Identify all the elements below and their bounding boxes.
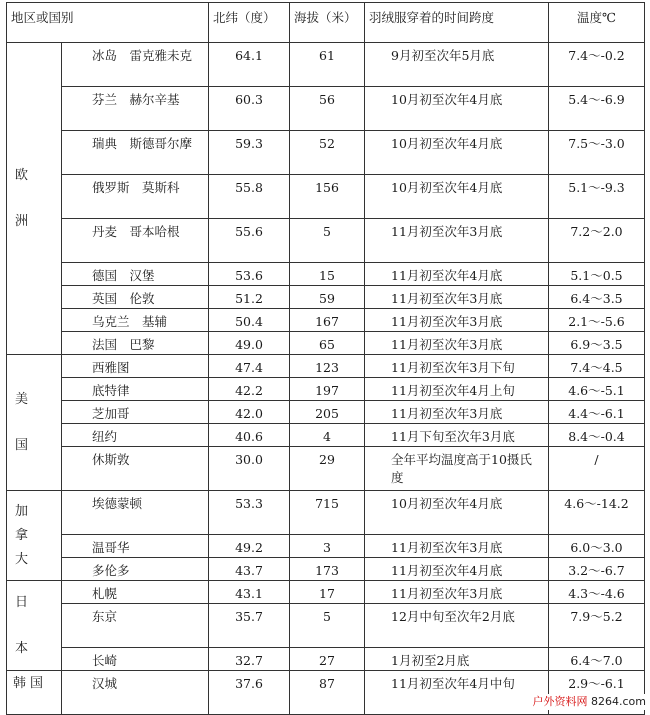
region-label: [13, 503, 61, 569]
temperature-cell: 7.4～-0.2: [549, 43, 645, 87]
latitude-cell: 42.0: [209, 401, 290, 424]
latitude-cell: 59.3: [209, 131, 290, 175]
altitude-cell: 27: [290, 648, 365, 671]
altitude-cell: 3: [290, 535, 365, 558]
temperature-cell: 4.6～-14.2: [549, 491, 645, 535]
region-label-char: 日: [15, 594, 29, 610]
period-cell: 11月初至次年3月底: [365, 581, 549, 604]
header-latitude: 北纬（度）: [209, 3, 290, 43]
altitude-cell: 4: [290, 424, 365, 447]
altitude-cell: 5: [290, 219, 365, 263]
period-cell: 1月初至2月底: [365, 648, 549, 671]
period-cell: 10月初至次年4月底: [365, 175, 549, 219]
temperature-cell: 3.2～-6.7: [549, 558, 645, 581]
city-cell: 瑞典 斯德哥尔摩: [62, 131, 209, 175]
altitude-cell: 56: [290, 87, 365, 131]
city-cell: 多伦多: [62, 558, 209, 581]
period-cell: 12月中旬至次年2月底: [365, 604, 549, 648]
region-label-char: 欧: [15, 167, 29, 183]
clothing-climate-table: [6, 2, 645, 715]
altitude-cell: 61: [290, 43, 365, 87]
city-cell: 俄罗斯 莫斯科: [62, 175, 209, 219]
city-cell: 纽约: [62, 424, 209, 447]
city-cell: 英国 伦敦: [62, 286, 209, 309]
altitude-cell: 205: [290, 401, 365, 424]
table-row: [7, 447, 645, 491]
region-label-char: 本: [15, 640, 29, 656]
city-cell: 丹麦 哥本哈根: [62, 219, 209, 263]
city-cell: 芝加哥: [62, 401, 209, 424]
watermark: [518, 694, 646, 710]
period-cell: 11月初至次年4月底: [365, 263, 549, 286]
temperature-cell: 2.1～-5.6: [549, 309, 645, 332]
period-cell: 11月初至次年4月底: [365, 558, 549, 581]
header-temperature: 温度℃: [549, 3, 645, 43]
temperature-cell: 4.4～-6.1: [549, 401, 645, 424]
altitude-cell: 65: [290, 332, 365, 355]
region-label-char: 美: [15, 391, 29, 407]
table-row: [7, 424, 645, 447]
temperature-cell: 5.1～-9.3: [549, 175, 645, 219]
temperature-cell: 7.2～2.0: [549, 219, 645, 263]
temperature-cell: /: [549, 447, 645, 491]
city-cell: 法国 巴黎: [62, 332, 209, 355]
temperature-cell: 6.4～7.0: [549, 648, 645, 671]
latitude-cell: 37.6: [209, 671, 290, 715]
latitude-cell: 64.1: [209, 43, 290, 87]
temperature-cell: 5.1～0.5: [549, 263, 645, 286]
latitude-cell: 55.8: [209, 175, 290, 219]
period-cell: 11月初至次年3月底: [365, 286, 549, 309]
city-cell: 休斯敦: [62, 447, 209, 491]
table-row: [7, 648, 645, 671]
latitude-cell: 42.2: [209, 378, 290, 401]
region-cell-japan: [7, 581, 62, 671]
temperature-cell: 2.9～-6.1: [549, 671, 645, 715]
period-cell: 10月初至次年4月底: [365, 87, 549, 131]
altitude-cell: 17: [290, 581, 365, 604]
table-row: [7, 401, 645, 424]
region-cell-korea: [7, 671, 62, 715]
period-cell: 11月初至次年3月底: [365, 309, 549, 332]
temperature-cell: 6.4～3.5: [549, 286, 645, 309]
period-cell: 10月初至次年4月底: [365, 131, 549, 175]
latitude-cell: 35.7: [209, 604, 290, 648]
table-row: [7, 355, 645, 378]
latitude-cell: 51.2: [209, 286, 290, 309]
temperature-cell: 6.0～3.0: [549, 535, 645, 558]
header-altitude: 海拔（米）: [290, 3, 365, 43]
table-row: [7, 131, 645, 175]
period-cell: 11月初至次年3月底: [365, 401, 549, 424]
header-period: 羽绒服穿着的时间跨度: [365, 3, 549, 43]
region-cell-usa: [7, 355, 62, 491]
table-row: [7, 332, 645, 355]
city-cell: 长崎: [62, 648, 209, 671]
city-cell: 德国 汉堡: [62, 263, 209, 286]
table-row: [7, 219, 645, 263]
altitude-cell: 173: [290, 558, 365, 581]
region-cell-europe: [7, 43, 62, 355]
temperature-cell: 7.5～-3.0: [549, 131, 645, 175]
region-label-char: 拿: [15, 527, 29, 543]
latitude-cell: 60.3: [209, 87, 290, 131]
table-row: [7, 581, 645, 604]
altitude-cell: 87: [290, 671, 365, 715]
region-label: [13, 167, 61, 231]
city-cell: 汉城: [62, 671, 209, 715]
city-cell: 东京: [62, 604, 209, 648]
city-cell: 底特律: [62, 378, 209, 401]
header-row: [7, 3, 645, 43]
latitude-cell: 49.2: [209, 535, 290, 558]
period-cell: 10月初至次年4月底: [365, 491, 549, 535]
temperature-cell: 7.9～5.2: [549, 604, 645, 648]
table-row: [7, 309, 645, 332]
region-label-char: 大: [15, 551, 29, 567]
altitude-cell: 29: [290, 447, 365, 491]
temperature-cell: 4.6～-5.1: [549, 378, 645, 401]
altitude-cell: 715: [290, 491, 365, 535]
region-label-text: 韩国: [13, 676, 48, 691]
table-row: [7, 558, 645, 581]
watermark-url: 8264.com: [591, 695, 646, 708]
altitude-cell: 15: [290, 263, 365, 286]
table-row: [7, 491, 645, 535]
table-row: [7, 87, 645, 131]
latitude-cell: 47.4: [209, 355, 290, 378]
latitude-cell: 30.0: [209, 447, 290, 491]
table-row: [7, 535, 645, 558]
region-label: [13, 675, 61, 693]
table-row: [7, 604, 645, 648]
latitude-cell: 43.7: [209, 558, 290, 581]
table-row: [7, 263, 645, 286]
latitude-cell: 40.6: [209, 424, 290, 447]
period-cell: 11月初至次年4月中旬: [365, 671, 549, 715]
latitude-cell: 32.7: [209, 648, 290, 671]
altitude-cell: 59: [290, 286, 365, 309]
latitude-cell: 53.6: [209, 263, 290, 286]
region-cell-canada: [7, 491, 62, 581]
city-cell: 芬兰 赫尔辛基: [62, 87, 209, 131]
period-cell: 全年平均温度高于10摄氏度: [365, 447, 549, 491]
city-cell: 温哥华: [62, 535, 209, 558]
table-row: [7, 175, 645, 219]
city-cell: 埃德蒙顿: [62, 491, 209, 535]
temperature-cell: 5.4～-6.9: [549, 87, 645, 131]
region-label-char: 加: [15, 503, 29, 519]
city-cell: 冰岛 雷克雅未克: [62, 43, 209, 87]
altitude-cell: 167: [290, 309, 365, 332]
period-cell: 11月初至次年4月上旬: [365, 378, 549, 401]
header-region: 地区或国别: [7, 3, 209, 43]
period-cell: 11月初至次年3月下旬: [365, 355, 549, 378]
latitude-cell: 49.0: [209, 332, 290, 355]
latitude-cell: 50.4: [209, 309, 290, 332]
altitude-cell: 123: [290, 355, 365, 378]
table-row: [7, 286, 645, 309]
temperature-cell: 7.4～4.5: [549, 355, 645, 378]
altitude-cell: 156: [290, 175, 365, 219]
altitude-cell: 52: [290, 131, 365, 175]
latitude-cell: 53.3: [209, 491, 290, 535]
region-label-char: 洲: [15, 213, 29, 229]
period-cell: 11月初至次年3月底: [365, 535, 549, 558]
city-cell: 乌克兰 基辅: [62, 309, 209, 332]
altitude-cell: 5: [290, 604, 365, 648]
period-cell: 11月初至次年3月底: [365, 219, 549, 263]
table-row: [7, 378, 645, 401]
latitude-cell: 43.1: [209, 581, 290, 604]
temperature-cell: 6.9～3.5: [549, 332, 645, 355]
period-cell: 9月初至次年5月底: [365, 43, 549, 87]
table-row: [7, 43, 645, 87]
city-cell: 札幌: [62, 581, 209, 604]
period-cell: 11月初至次年3月底: [365, 332, 549, 355]
altitude-cell: 197: [290, 378, 365, 401]
latitude-cell: 55.6: [209, 219, 290, 263]
region-label: [13, 391, 61, 455]
city-cell: 西雅图: [62, 355, 209, 378]
temperature-cell: 8.4～-0.4: [549, 424, 645, 447]
watermark-text: 户外资料网: [532, 695, 588, 708]
temperature-cell: 4.3～-4.6: [549, 581, 645, 604]
region-label-char: 国: [15, 437, 29, 453]
region-label: [13, 594, 61, 658]
period-cell: 11月下旬至次年3月底: [365, 424, 549, 447]
